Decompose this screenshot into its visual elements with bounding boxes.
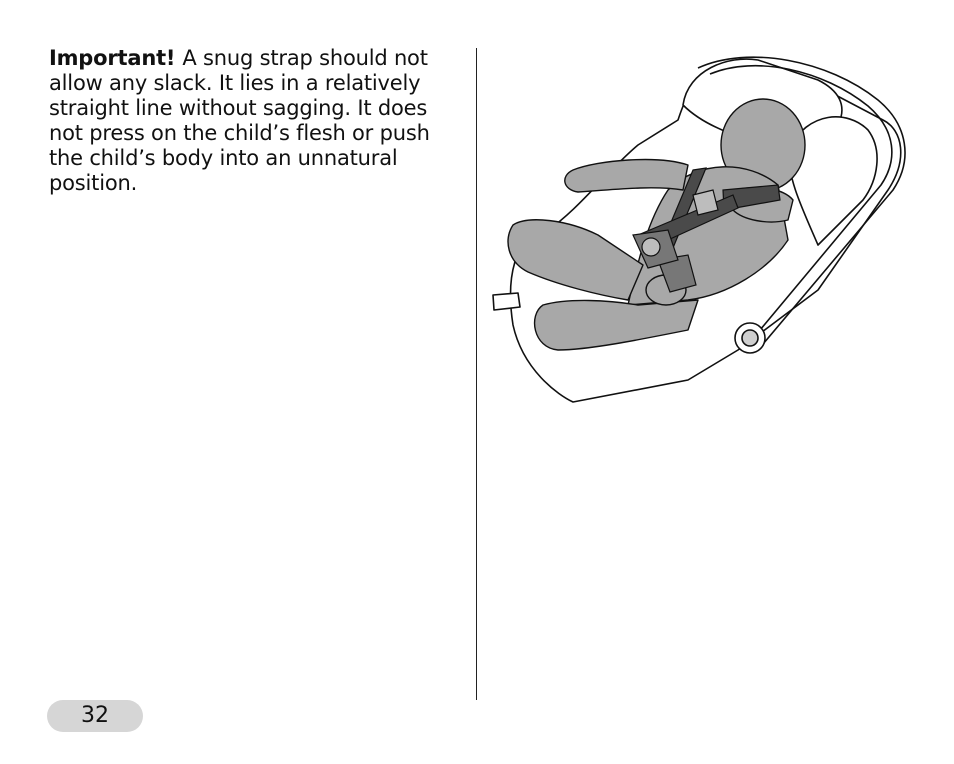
- car-seat-harness-illustration: [488, 50, 918, 410]
- instruction-text: A snug strap should not allow any slack. It lies in a relatively straight line without sagging. It does not press on the child’s flesh or push the child’s body into an unnatural position.: [49, 46, 430, 195]
- page-number: 32: [81, 703, 109, 728]
- column-divider: [476, 48, 477, 700]
- page-number-badge: [47, 700, 143, 732]
- important-label: Important!: [49, 46, 183, 70]
- instruction-paragraph: [49, 46, 444, 196]
